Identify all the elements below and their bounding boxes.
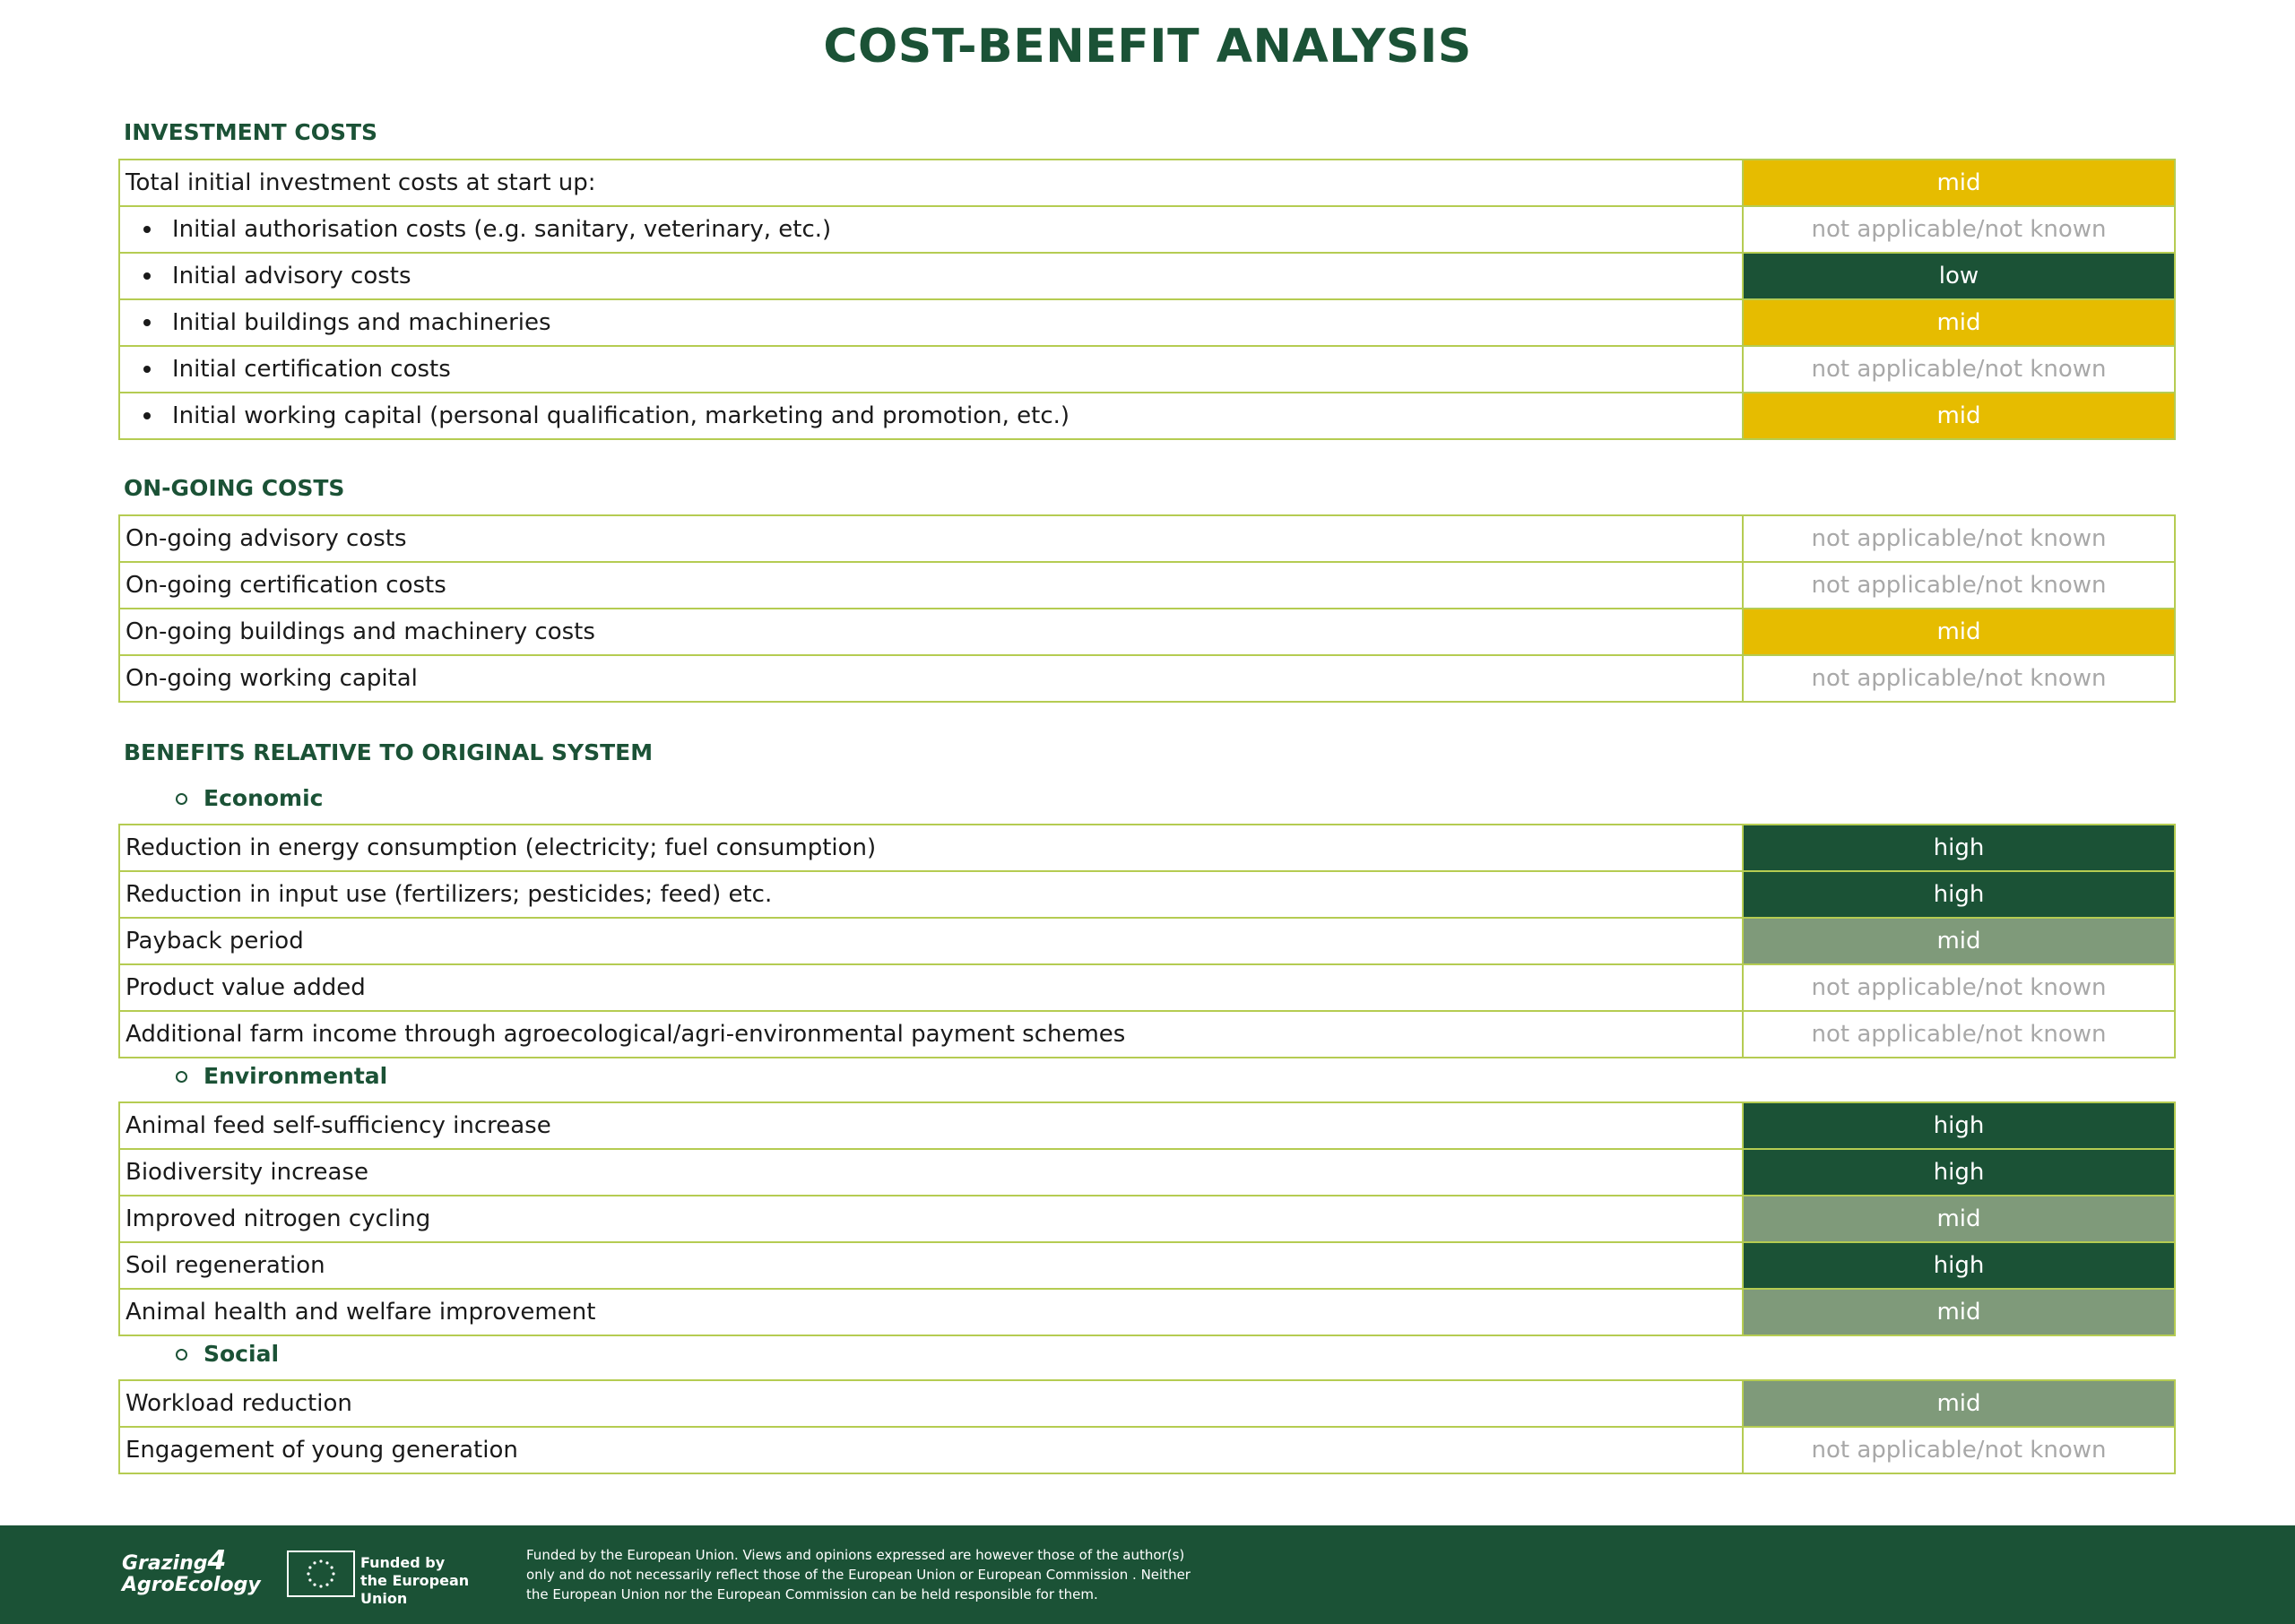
eu-disclaimer: Funded by the European Union. Views and opinions expressed are however those of the author(s) only and do not necessarily reflect those of the European Union or European Commission . Neither the European Union nor the European Commission can be held responsible for them. bbox=[526, 1547, 1191, 1602]
investment-costs-heading: INVESTMENT COSTS bbox=[124, 119, 378, 145]
row-label-text: Improved nitrogen cycling bbox=[126, 1205, 431, 1232]
table-row bbox=[118, 1103, 2176, 1150]
row-label bbox=[120, 1012, 1744, 1057]
table-row bbox=[118, 1150, 2176, 1196]
eu-star-icon bbox=[332, 1572, 334, 1575]
rating-cell: high bbox=[1744, 1150, 2174, 1195]
row-label bbox=[120, 300, 1744, 345]
row-label-text: Additional farm income through agroecological/agri-environmental payment schemes bbox=[126, 1021, 1126, 1048]
table-row bbox=[118, 1196, 2176, 1243]
rating-cell: high bbox=[1744, 872, 2174, 917]
table-row bbox=[118, 919, 2176, 965]
rating-cell: not applicable/not known bbox=[1744, 1428, 2174, 1473]
eu-star-icon bbox=[319, 1585, 322, 1587]
logo-number: 4 bbox=[207, 1545, 227, 1576]
eu-star-icon bbox=[313, 1561, 316, 1564]
eu-star-icon bbox=[319, 1559, 322, 1562]
row-label bbox=[120, 965, 1744, 1010]
row-label-text: Payback period bbox=[126, 928, 304, 955]
row-label bbox=[120, 393, 1744, 438]
hollow-bullet-icon bbox=[176, 793, 187, 805]
row-label bbox=[120, 516, 1744, 561]
table-row bbox=[118, 300, 2176, 347]
table-row bbox=[118, 393, 2176, 440]
eu-star-icon bbox=[331, 1578, 333, 1581]
row-label bbox=[120, 563, 1744, 608]
table-row bbox=[118, 609, 2176, 656]
rating-cell: mid bbox=[1744, 609, 2174, 654]
rating-cell: mid bbox=[1744, 300, 2174, 345]
table-row bbox=[118, 516, 2176, 563]
row-label-text: Initial working capital (personal qualification, marketing and promotion, etc.) bbox=[172, 402, 1070, 429]
row-label-text: Soil regeneration bbox=[126, 1252, 325, 1279]
rating-cell: high bbox=[1744, 1103, 2174, 1148]
row-label bbox=[120, 1381, 1744, 1426]
row-label-text: On-going advisory costs bbox=[126, 525, 407, 552]
table-row bbox=[118, 1243, 2176, 1290]
table-row bbox=[118, 1290, 2176, 1336]
rating-cell: not applicable/not known bbox=[1744, 516, 2174, 561]
logo-word-agroecology: AgroEcology bbox=[122, 1574, 261, 1596]
bullet-dot-icon bbox=[143, 412, 151, 419]
row-label bbox=[120, 1196, 1744, 1241]
eu-label-line1: Funded by bbox=[360, 1554, 446, 1571]
bullet-dot-icon bbox=[143, 319, 151, 326]
ongoing-costs-table bbox=[118, 514, 2176, 703]
rating-cell: not applicable/not known bbox=[1744, 965, 2174, 1010]
investment-costs-table bbox=[118, 159, 2176, 440]
row-label-text: Animal health and welfare improvement bbox=[126, 1299, 596, 1326]
social-heading-text: Social bbox=[204, 1341, 280, 1367]
eu-star-icon bbox=[307, 1572, 309, 1575]
row-label bbox=[120, 347, 1744, 392]
rating-cell: not applicable/not known bbox=[1744, 347, 2174, 392]
economic-heading bbox=[176, 784, 323, 813]
benefits-heading: BENEFITS RELATIVE TO ORIGINAL SYSTEM bbox=[124, 739, 654, 765]
table-row bbox=[118, 254, 2176, 300]
row-label bbox=[120, 872, 1744, 917]
hollow-bullet-icon bbox=[176, 1349, 187, 1361]
eu-star-icon bbox=[308, 1578, 311, 1581]
row-label-text: On-going buildings and machinery costs bbox=[126, 618, 595, 645]
logo-word-grazing: Grazing bbox=[122, 1552, 208, 1575]
row-label-text: Total initial investment costs at start up: bbox=[126, 169, 596, 196]
eu-star-icon bbox=[331, 1566, 333, 1568]
row-label bbox=[120, 207, 1744, 252]
eu-star-icon bbox=[308, 1566, 311, 1568]
row-label bbox=[120, 1428, 1744, 1473]
rating-cell: mid bbox=[1744, 393, 2174, 438]
row-label-text: Initial advisory costs bbox=[172, 263, 411, 289]
rating-cell: mid bbox=[1744, 1381, 2174, 1426]
table-row bbox=[118, 1381, 2176, 1428]
table-row bbox=[118, 1012, 2176, 1058]
row-label bbox=[120, 160, 1744, 205]
row-label-text: Animal feed self-sufficiency increase bbox=[126, 1112, 551, 1139]
rating-cell: high bbox=[1744, 825, 2174, 870]
row-label-text: Reduction in energy consumption (electricity; fuel consumption) bbox=[126, 834, 877, 861]
eu-star-icon bbox=[325, 1561, 328, 1564]
row-label-text: Initial authorisation costs (e.g. sanitary, veterinary, etc.) bbox=[172, 216, 832, 243]
row-label bbox=[120, 919, 1744, 963]
bullet-dot-icon bbox=[143, 226, 151, 233]
eu-star-icon bbox=[325, 1584, 328, 1586]
environmental-heading-text: Environmental bbox=[204, 1063, 388, 1089]
table-row bbox=[118, 563, 2176, 609]
rating-cell: mid bbox=[1744, 919, 2174, 963]
row-label bbox=[120, 609, 1744, 654]
rating-cell: not applicable/not known bbox=[1744, 563, 2174, 608]
economic-heading-text: Economic bbox=[204, 785, 324, 811]
row-label-text: Reduction in input use (fertilizers; pesticides; feed) etc. bbox=[126, 881, 773, 908]
eu-flag-icon bbox=[287, 1551, 355, 1597]
table-row bbox=[118, 207, 2176, 254]
footer bbox=[0, 1525, 2295, 1624]
row-label-text: Initial buildings and machineries bbox=[172, 309, 551, 336]
rating-cell: not applicable/not known bbox=[1744, 207, 2174, 252]
rating-cell: high bbox=[1744, 1243, 2174, 1288]
row-label bbox=[120, 1150, 1744, 1195]
environmental-benefits-table bbox=[118, 1101, 2176, 1336]
bullet-dot-icon bbox=[143, 366, 151, 373]
table-row bbox=[118, 872, 2176, 919]
row-label-text: On-going certification costs bbox=[126, 572, 446, 599]
rating-cell: mid bbox=[1744, 160, 2174, 205]
grazing4agroecology-logo bbox=[122, 1545, 261, 1596]
table-row bbox=[118, 1428, 2176, 1474]
row-label bbox=[120, 1243, 1744, 1288]
eu-label-line2: the European Union bbox=[360, 1572, 470, 1607]
row-label-text: On-going working capital bbox=[126, 665, 418, 692]
row-label bbox=[120, 1103, 1744, 1148]
bullet-dot-icon bbox=[143, 272, 151, 280]
rating-cell: not applicable/not known bbox=[1744, 656, 2174, 701]
rating-cell: not applicable/not known bbox=[1744, 1012, 2174, 1057]
row-label-text: Initial certification costs bbox=[172, 356, 451, 383]
row-label-text: Workload reduction bbox=[126, 1390, 352, 1417]
eu-funding-label bbox=[360, 1554, 504, 1608]
page-title: COST-BENEFIT ANALYSIS bbox=[823, 20, 1472, 73]
table-row bbox=[118, 825, 2176, 872]
social-heading bbox=[176, 1340, 279, 1369]
rating-cell: low bbox=[1744, 254, 2174, 298]
hollow-bullet-icon bbox=[176, 1071, 187, 1083]
row-label-text: Engagement of young generation bbox=[126, 1437, 518, 1464]
environmental-heading bbox=[176, 1062, 387, 1091]
table-row bbox=[118, 347, 2176, 393]
row-label bbox=[120, 825, 1744, 870]
eu-star-icon bbox=[313, 1584, 316, 1586]
social-benefits-table bbox=[118, 1379, 2176, 1474]
economic-benefits-table bbox=[118, 824, 2176, 1058]
rating-cell: mid bbox=[1744, 1290, 2174, 1335]
row-label bbox=[120, 1290, 1744, 1335]
table-row bbox=[118, 965, 2176, 1012]
row-label-text: Product value added bbox=[126, 974, 366, 1001]
rating-cell: mid bbox=[1744, 1196, 2174, 1241]
row-label bbox=[120, 656, 1744, 701]
row-label-text: Biodiversity increase bbox=[126, 1159, 368, 1186]
row-label bbox=[120, 254, 1744, 298]
table-row bbox=[118, 656, 2176, 703]
ongoing-costs-heading: ON-GOING COSTS bbox=[124, 475, 345, 501]
table-row bbox=[118, 160, 2176, 207]
